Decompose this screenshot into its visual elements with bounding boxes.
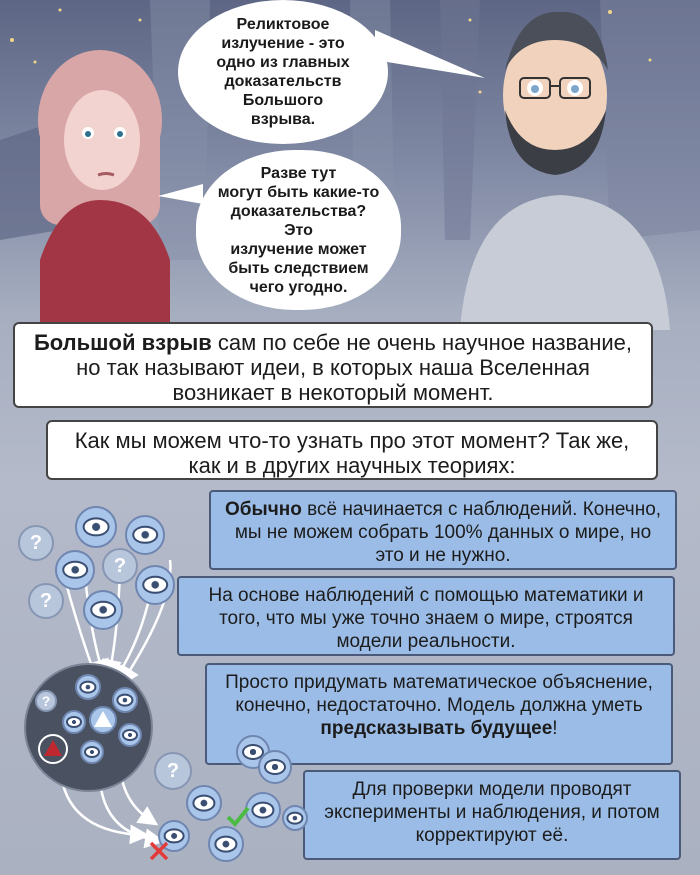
eye-icon bbox=[258, 750, 292, 784]
caption-question bbox=[46, 420, 658, 480]
eye-icon bbox=[83, 590, 123, 630]
check-icon bbox=[226, 805, 250, 827]
speech-bubble-man bbox=[178, 0, 388, 144]
question-icon: ? bbox=[154, 752, 192, 790]
step-experiments-text: Для проверки модели проводят эксперименты и наблюдения, и потом корректируют её. bbox=[324, 779, 660, 846]
step-models-text: На основе наблюдений с помощью математики и того, что мы уже точно знаем о мире, строятся модели реальности. bbox=[208, 585, 644, 652]
warning-triangle-icon bbox=[38, 734, 68, 764]
eye-icon bbox=[75, 674, 101, 700]
speech-tail-woman bbox=[158, 182, 208, 212]
eye-icon bbox=[245, 792, 281, 828]
caption-big-bang-text: сам по себе не очень научное название, но так называют идеи, в которых наша Вселенная возникает в некоторый момент. bbox=[76, 330, 633, 405]
eye-icon bbox=[208, 826, 244, 862]
step-prediction-bold: предсказывать будущее bbox=[320, 718, 553, 739]
woman-character bbox=[38, 50, 170, 330]
eye-icon bbox=[80, 740, 104, 764]
speech-text-woman: Разве тут могут быть какие-то доказательства? Это излучение может быть следствием чего угодно. bbox=[217, 164, 380, 296]
question-icon: ? bbox=[102, 548, 138, 584]
eye-icon bbox=[55, 550, 95, 590]
triangle-icon bbox=[88, 706, 118, 734]
eye-icon bbox=[118, 723, 142, 747]
speech-text-man: Реликтовое излучение - это одно из главных доказательств Большого взрыва. bbox=[216, 16, 350, 128]
step-prediction-text: Просто придумать математическое объяснение, конечно, недостаточно. Модель должна уметь bbox=[225, 672, 653, 716]
eye-icon bbox=[135, 565, 175, 605]
step-prediction-exclaim: ! bbox=[552, 718, 558, 739]
step-observations-text: всё начинается с наблюдений. Конечно, мы не можем собрать 100% данных о мире, но это и не нужно. bbox=[234, 499, 662, 566]
step-observations-bold: Обычно bbox=[224, 499, 302, 520]
eye-icon bbox=[62, 710, 86, 734]
eye-icon bbox=[75, 506, 117, 548]
caption-big-bang-bold: Большой взрыв bbox=[33, 330, 212, 355]
speech-bubble-woman bbox=[196, 150, 401, 310]
eye-icon bbox=[125, 515, 165, 555]
cross-icon bbox=[148, 840, 170, 862]
caption-question-text: Как мы можем что-то узнать про этот момент? Так же, как и в других научных теориях: bbox=[74, 428, 630, 478]
question-icon: ? bbox=[18, 525, 54, 561]
caption-big-bang bbox=[13, 322, 653, 408]
eye-icon bbox=[186, 785, 222, 821]
speech-tail-man bbox=[375, 20, 495, 80]
question-icon: ? bbox=[35, 690, 57, 712]
step-experiments bbox=[303, 770, 681, 860]
question-icon: ? bbox=[28, 583, 64, 619]
eye-icon bbox=[282, 805, 308, 831]
